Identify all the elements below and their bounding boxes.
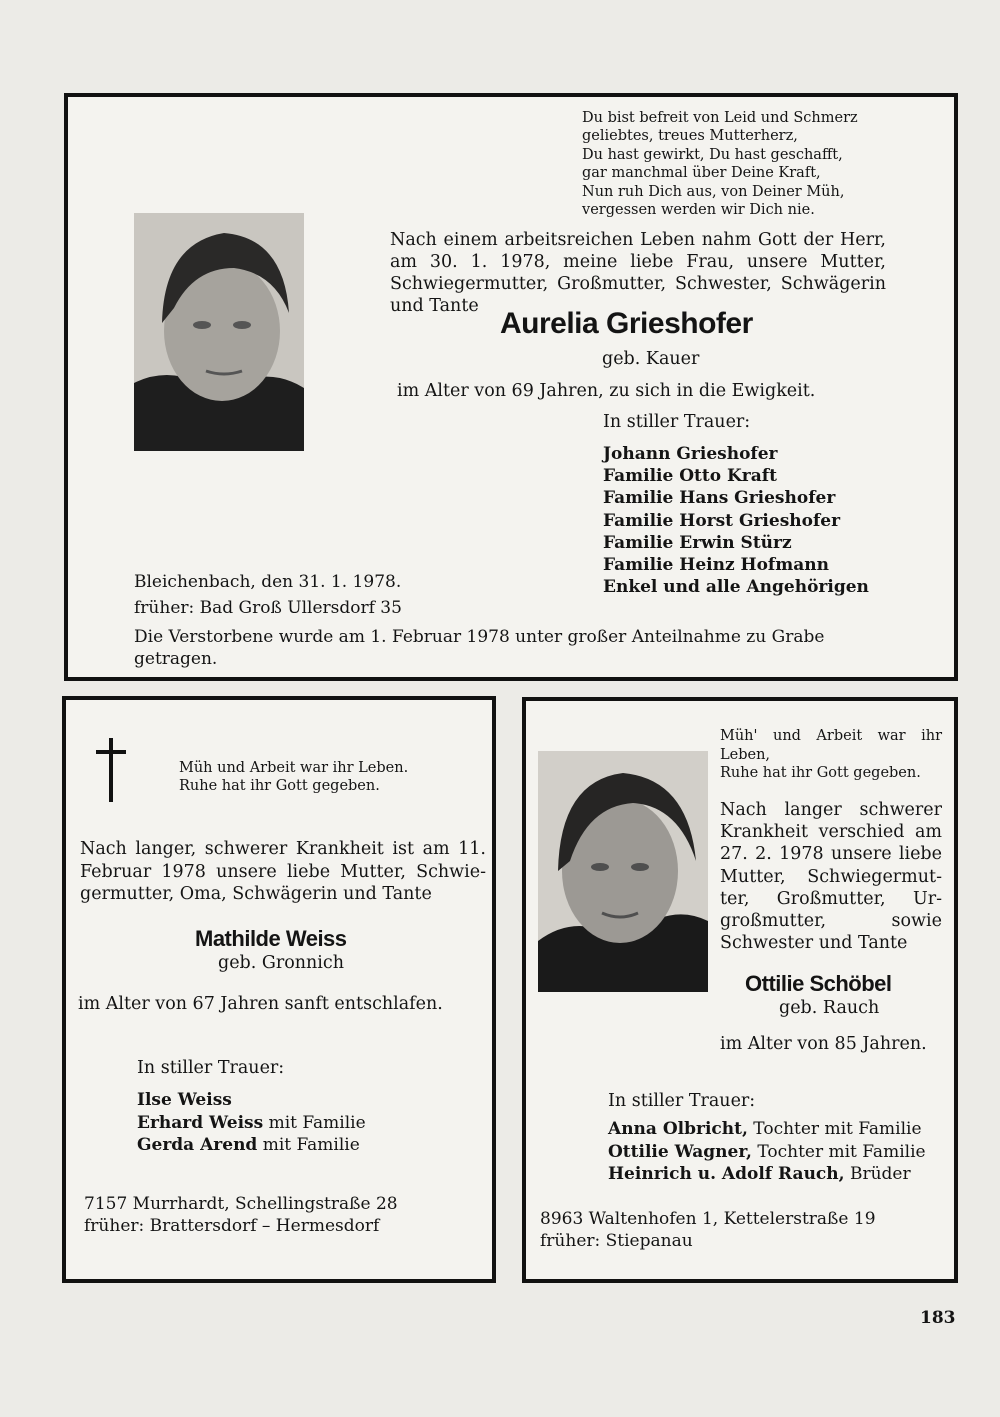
mourner: Familie Erwin Stürz (603, 532, 792, 553)
mourner: Familie Otto Kraft (603, 466, 777, 487)
mourner-suffix: mit Familie (257, 1135, 360, 1155)
poem (582, 109, 858, 219)
age-line: im Alter von 85 Jahren. (720, 1034, 927, 1054)
birth-name: geb. Kauer (602, 349, 700, 369)
mourner-name: Gerda Arend (137, 1135, 258, 1155)
mourning-header: In stiller Trauer: (603, 412, 751, 432)
deceased-name: Ottilie Schöbel (745, 971, 892, 996)
mourner: Johann Grieshofer (603, 444, 778, 464)
mourner: Familie Horst Grieshofer (603, 510, 841, 531)
intro-line: 27. 2. 1978 unsere liebe (720, 844, 942, 865)
verse-line: Leben, (720, 746, 771, 763)
intro-line: Nach langer schwerer (720, 800, 942, 820)
verse (720, 727, 942, 783)
intro-text (720, 799, 942, 954)
mourner-name: Erhard Weiss (137, 1112, 264, 1133)
page-number: 183 (920, 1308, 956, 1328)
mourning-header: In stiller Trauer: (608, 1091, 756, 1111)
mourner-suffix: mit Familie (263, 1112, 366, 1133)
verse-line: Müh und Arbeit war ihr Leben. (179, 760, 409, 776)
intro-line: Schwiegermutter, Großmutter, Schwester, Schwägerin (390, 274, 886, 294)
former-address: früher: Bad Groß Ullersdorf 35 (134, 598, 402, 618)
mourners-list (608, 1118, 926, 1186)
poem-line: geliebtes, treues Mutterherz, (582, 128, 798, 145)
intro-line: am 30. 1. 1978, meine liebe Frau, unsere Mutter, (390, 252, 886, 272)
mourning-header: In stiller Trauer: (137, 1058, 285, 1078)
poem-line: gar manchmal über Deine Kraft, (582, 165, 821, 182)
burial-note (134, 626, 824, 670)
portrait-silhouette (538, 751, 708, 992)
former-address: früher: Stiepanau (540, 1231, 693, 1251)
intro-line: Krankheit verschied am (720, 822, 942, 843)
portrait-photo (134, 213, 304, 451)
former-address: früher: Brattersdorf – Hermesdorf (84, 1216, 380, 1236)
poem-line: vergessen werden wir Dich nie. (582, 202, 815, 219)
mourner-name: Anna Olbricht, (608, 1119, 748, 1139)
mourner-suffix: Brüder (844, 1164, 911, 1184)
intro-line: Nach langer, schwerer Krankheit ist am 11. (80, 839, 486, 859)
intro-line: Februar 1978 unsere liebe Mutter, Schwie- (80, 861, 486, 882)
intro-text (390, 229, 886, 317)
intro-line: Nach einem arbeitsreichen Leben nahm Gott der Herr, (390, 230, 886, 250)
intro-line: und Tante (390, 296, 479, 316)
intro-line: großmutter, sowie (720, 911, 942, 932)
cross-icon (96, 738, 126, 802)
birth-name: geb. Gronnich (218, 953, 344, 973)
address: 7157 Murrhardt, Schellingstraße 28 (84, 1194, 398, 1214)
mourner (137, 1112, 366, 1135)
mourner-name: Ilse Weiss (137, 1090, 232, 1110)
birth-name: geb. Rauch (779, 998, 880, 1018)
portrait-photo (538, 751, 708, 992)
mourners-list (603, 443, 869, 598)
mourner: Familie Heinz Hofmann (603, 555, 829, 576)
age-line: im Alter von 67 Jahren sanft entschlafen. (78, 994, 443, 1014)
mourner: Familie Hans Grieshofer (603, 488, 836, 509)
obituary-mathilde-weiss (62, 696, 496, 1283)
burial-line: getragen. (134, 649, 218, 669)
intro-text (80, 838, 486, 906)
obituary-ottilie-schoebel (522, 697, 958, 1283)
portrait-silhouette (134, 213, 304, 451)
poem-line: Nun ruh Dich aus, von Deiner Müh, (582, 183, 845, 200)
verse-line: Müh' und Arbeit war ihr (720, 728, 942, 744)
mourner (137, 1134, 366, 1157)
deceased-name: Mathilde Weiss (195, 926, 347, 951)
poem-line: Du bist befreit von Leid und Schmerz (582, 110, 858, 126)
mourner-suffix: Tochter mit Familie (747, 1119, 922, 1139)
intro-line: ter, Großmutter, Ur- (720, 888, 942, 909)
mourner-name: Ottilie Wagner, (608, 1141, 752, 1162)
verse-line: Ruhe hat ihr Gott gegeben. (179, 777, 380, 794)
mourner (137, 1089, 366, 1112)
address: 8963 Waltenhofen 1, Kettelerstraße 19 (540, 1209, 876, 1229)
intro-line: germutter, Oma, Schwägerin und Tante (80, 884, 432, 904)
verse-line: Ruhe hat ihr Gott gegeben. (720, 765, 921, 781)
intro-line: Schwester und Tante (720, 933, 908, 954)
obituary-aurelia-grieshofer (64, 93, 958, 681)
mourner (608, 1163, 926, 1186)
mourners-list (137, 1089, 366, 1157)
mourner-suffix: Tochter mit Familie (751, 1141, 926, 1162)
poem-line: Du hast gewirkt, Du hast geschafft, (582, 146, 843, 163)
place-date: Bleichenbach, den 31. 1. 1978. (134, 572, 402, 592)
mourner: Enkel und alle Angehörigen (603, 577, 869, 598)
verse (179, 760, 408, 795)
mourner (608, 1141, 926, 1164)
deceased-name: Aurelia Grieshofer (500, 307, 753, 340)
burial-line: Die Verstorbene wurde am 1. Februar 1978 unter großer Anteilnahme zu Grabe (134, 627, 825, 647)
intro-line: Mutter, Schwiegermut- (720, 866, 942, 887)
age-line: im Alter von 69 Jahren, zu sich in die Ewigkeit. (397, 381, 816, 401)
mourner-name: Heinrich u. Adolf Rauch, (608, 1164, 845, 1184)
mourner (608, 1118, 926, 1141)
